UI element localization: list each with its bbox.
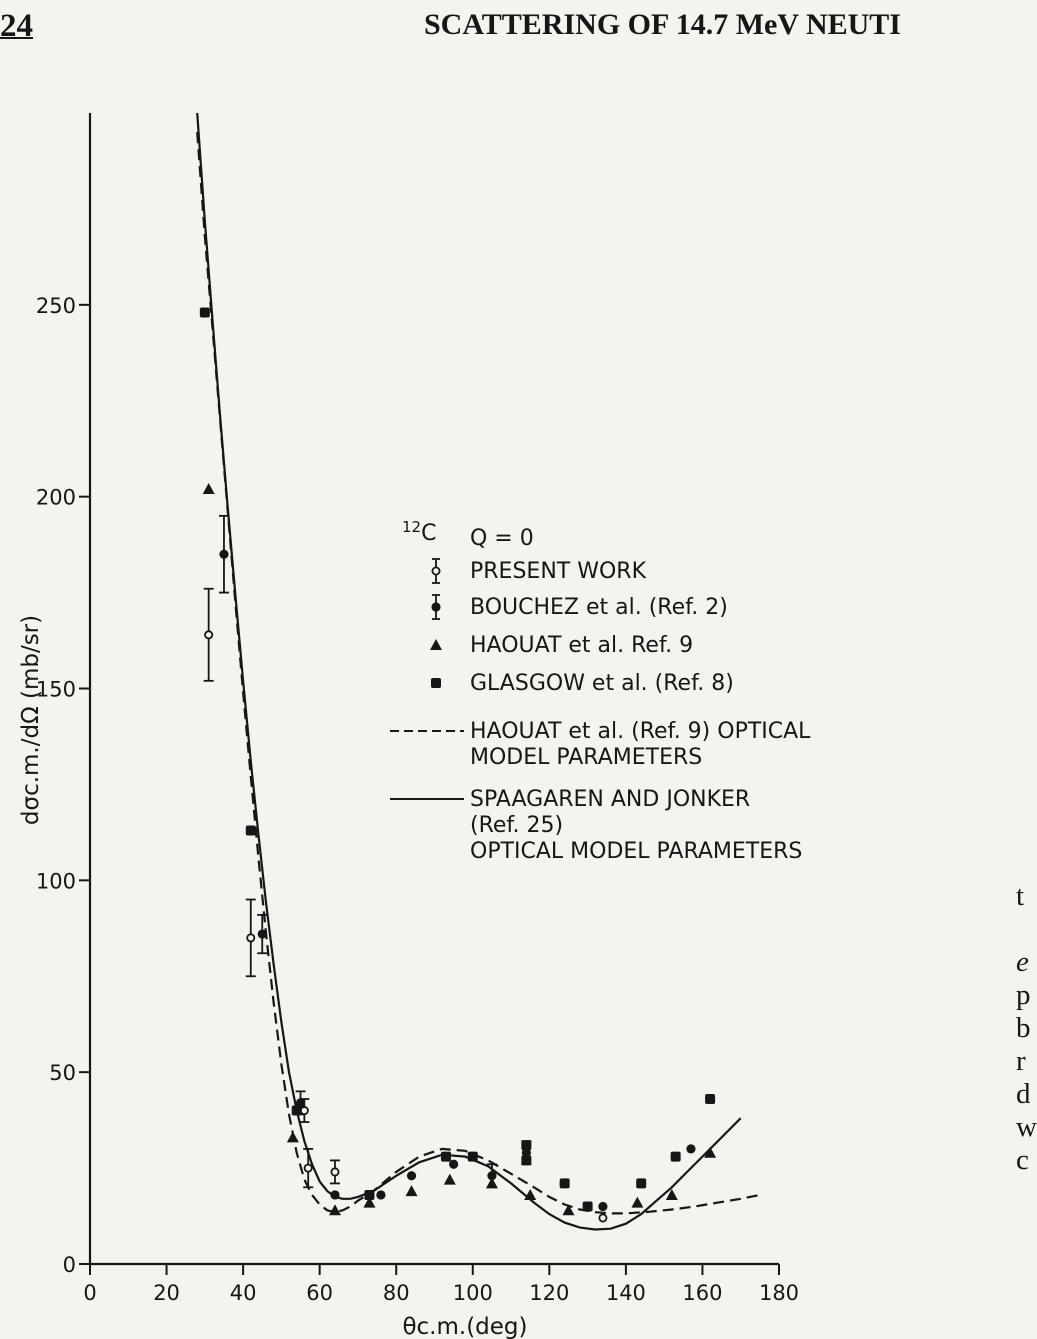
legend-marker <box>430 639 442 650</box>
x-axis-title: θc.m.(deg) <box>402 1314 528 1339</box>
legend-marker <box>432 567 439 574</box>
y-tick-label: 200 <box>35 485 76 510</box>
margin-text-line: d <box>1016 1078 1031 1110</box>
data-point-bouchez <box>449 1160 458 1169</box>
legend-label: BOUCHEZ et al. (Ref. 2) <box>470 595 728 620</box>
data-point-glasgow <box>364 1190 374 1200</box>
data-point-glasgow <box>200 308 210 318</box>
data-point-bouchez <box>376 1190 385 1199</box>
data-point-glasgow <box>521 1155 531 1165</box>
legend-label: GLASGOW et al. (Ref. 8) <box>470 671 734 696</box>
data-point-glasgow <box>468 1152 478 1162</box>
legend-label: HAOUAT et al. Ref. 9 <box>470 633 694 658</box>
legend-label: SPAAGAREN AND JONKER <box>470 787 751 812</box>
x-tick-label: 180 <box>758 1281 800 1305</box>
legend-marker <box>431 602 440 611</box>
y-tick-label: 150 <box>35 677 76 702</box>
legend-header-q: Q = 0 <box>470 526 534 551</box>
y-tick-label: 0 <box>62 1253 76 1277</box>
x-tick-label: 100 <box>452 1281 493 1305</box>
margin-text-line: c <box>1016 1144 1029 1176</box>
data-point-haouat <box>203 483 215 494</box>
x-tick-label: 140 <box>605 1281 646 1305</box>
data-point-bouchez <box>330 1190 339 1199</box>
x-tick-label: 60 <box>306 1281 334 1305</box>
axes <box>36 113 799 1305</box>
data-point-present-work <box>247 934 254 941</box>
legend-label: PRESENT WORK <box>470 559 646 584</box>
data-point-haouat <box>562 1204 574 1215</box>
x-tick-label: 160 <box>682 1281 723 1305</box>
page-number: 24 <box>0 8 33 44</box>
x-tick-label: 20 <box>153 1281 180 1305</box>
data-point-glasgow <box>671 1152 681 1162</box>
data-point-bouchez <box>686 1144 695 1153</box>
x-tick-label: 40 <box>229 1281 257 1305</box>
legend-header-nucleus: $^{12}$C <box>402 518 437 546</box>
running-head: SCATTERING OF 14.7 MeV NEUTI <box>424 8 901 41</box>
data-point-present-work <box>301 1107 308 1114</box>
data-point-present-work <box>331 1168 338 1175</box>
data-point-present-work <box>599 1214 606 1221</box>
data-point-haouat <box>524 1189 536 1200</box>
data-point-glasgow <box>583 1201 593 1211</box>
y-axis-title: dσc.m./dΩ (mb/sr) <box>18 614 44 826</box>
margin-text-line: w <box>1016 1111 1037 1143</box>
margin-text-line: b <box>1016 1012 1031 1044</box>
legend-label: (Ref. 25) <box>470 813 564 838</box>
data-point-haouat <box>329 1204 341 1215</box>
data-point-haouat <box>486 1177 498 1188</box>
data-point-haouat <box>287 1131 299 1142</box>
data-point-glasgow <box>292 1106 302 1116</box>
data-point-present-work <box>205 631 212 638</box>
data-point-glasgow <box>521 1140 531 1150</box>
legend <box>390 518 811 864</box>
margin-text-line: r <box>1016 1045 1026 1077</box>
y-tick-label: 250 <box>35 293 76 318</box>
margin-text-line: e <box>1016 946 1029 978</box>
data-point-present-work <box>305 1164 312 1171</box>
margin-text-line: t <box>1016 880 1025 912</box>
x-tick-label: 80 <box>382 1281 410 1305</box>
data-point-glasgow <box>441 1152 451 1162</box>
data-point-bouchez <box>258 929 267 938</box>
data-point-bouchez <box>407 1171 416 1180</box>
legend-label: HAOUAT et al. (Ref. 9) OPTICAL <box>470 719 811 744</box>
data-point-glasgow <box>560 1178 570 1188</box>
data-point-bouchez <box>598 1202 607 1211</box>
legend-label: OPTICAL MODEL PARAMETERS <box>470 839 803 864</box>
x-tick-label: 120 <box>529 1281 570 1305</box>
data-point-glasgow <box>246 825 256 835</box>
y-tick-label: 100 <box>35 869 76 894</box>
legend-label: MODEL PARAMETERS <box>470 745 703 770</box>
y-tick-label: 50 <box>49 1061 76 1086</box>
margin-text-line: p <box>1016 979 1031 1011</box>
data-point-haouat <box>631 1197 643 1208</box>
data-point-glasgow <box>636 1178 646 1188</box>
legend-marker <box>431 678 441 688</box>
data-point-glasgow <box>705 1094 715 1104</box>
data-point-bouchez <box>219 550 228 559</box>
data-point-haouat <box>444 1174 456 1185</box>
data-point-haouat <box>406 1185 418 1196</box>
x-tick-label: 0 <box>83 1281 97 1305</box>
